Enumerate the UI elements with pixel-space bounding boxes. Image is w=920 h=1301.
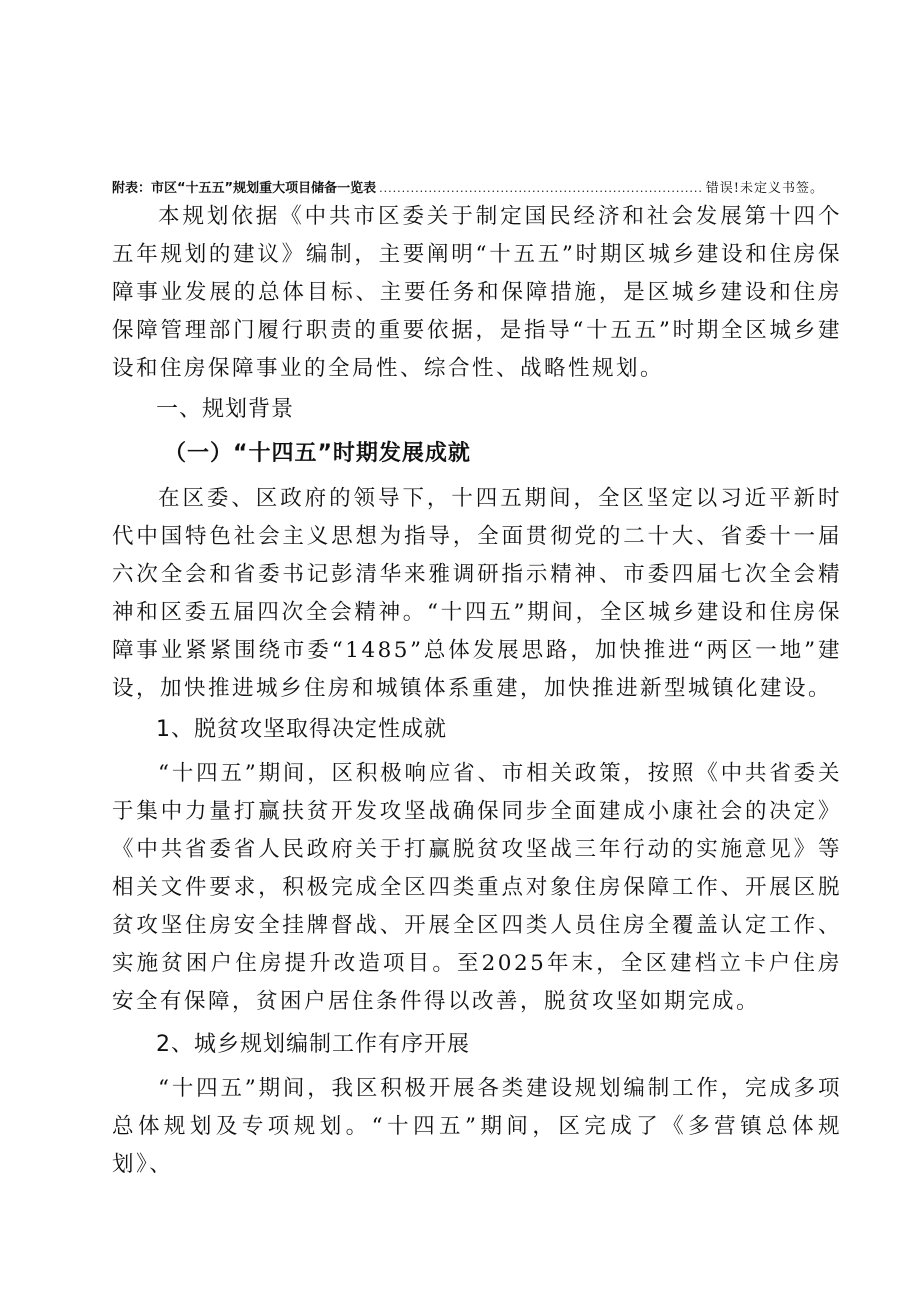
toc-entry[interactable] xyxy=(112,172,824,196)
section-heading-background: 一、规划背景 xyxy=(156,397,295,422)
item-heading-planning: 2、城乡规划编制工作有序开展 xyxy=(156,1032,470,1057)
toc-entry-page: 错误!未定义书签。 xyxy=(705,181,824,196)
intro-paragraph: 本规划依据《中共市区委关于制定国民经济和社会发展第十四个五年规划的建议》编制，主要阐明“十五五”时期区城乡建设和住房保障事业发展的总体目标、主要任务和保障措施，是区城乡建设和住房保障管理部门履行职责的重要依据，是指导“十五五”时期全区城乡建设和住房保障事业的全局性、综合性、战略性规划。 xyxy=(112,204,842,381)
poverty-paragraph: “十四五”期间，区积极响应省、市相关政策，按照《中共省委关于集中力量打赢扶贫开发攻坚战确保同步全面建成小康社会的决定》《中共省委省人民政府关于打赢脱贫攻坚战三年行动的实施意见》等相关文件要求，积极完成全区四类重点对象住房保障工作、开展区脱贫攻坚住房安全挂牌督战、开展全区四类人员住房全覆盖认定工作、实施贫困户住房提升改造项目。至2025年末，全区建档立卡户住房安全有保障，贫困户居住条件得以改善，脱贫攻坚如期完成。 xyxy=(112,761,842,1014)
toc-leader-dots xyxy=(379,182,703,195)
subsection-heading-achievements: （一）“十四五”时期发展成就 xyxy=(164,441,471,466)
achievements-paragraph: 在区委、区政府的领导下，十四五期间，全区坚定以习近平新时代中国特色社会主义思想为指导，全面贯彻党的二十大、省委十一届六次全会和省委书记彭清华来雅调研指示精神、市委四届七次全会精神和区委五届四次全会精神。“十四五”期间，全区城乡建设和住房保障事业紧紧围绕市委“1485”总体发展思路，加快推进“两区一地”建设，加快推进城乡住房和城镇体系重建，加快推进新型城镇化建设。 xyxy=(112,486,842,701)
planning-paragraph: “十四五”期间，我区积极开展各类建设规划编制工作，完成多项总体规划及专项规划。“十四五”期间，区完成了《多营镇总体规划》、 xyxy=(112,1076,842,1177)
item-heading-poverty: 1、脱贫攻坚取得决定性成就 xyxy=(156,717,447,742)
toc-entry-title: 附表：市区“十五五”规划重大项目储备一览表 xyxy=(112,181,377,196)
